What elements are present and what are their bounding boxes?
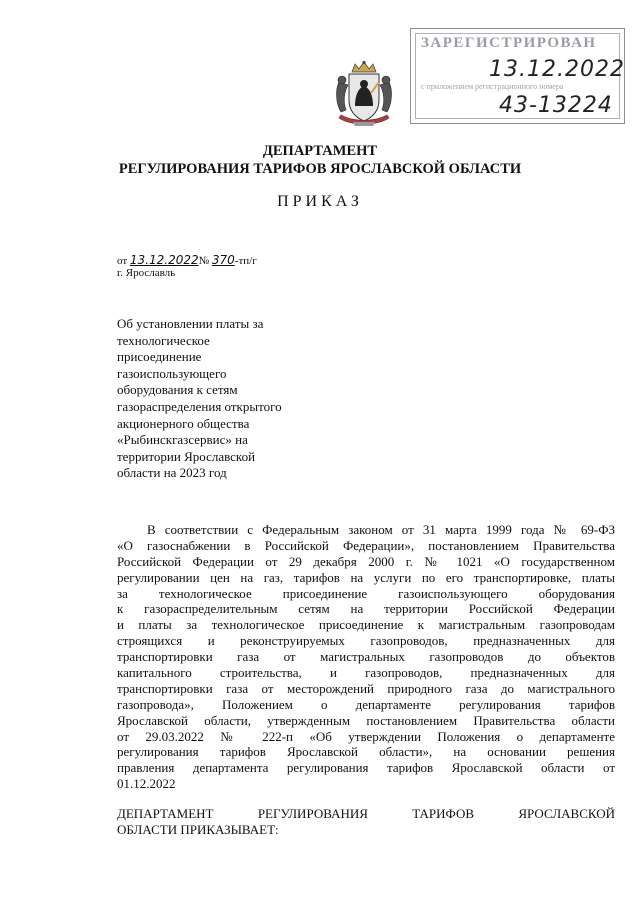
preamble-line: от 29.03.2022 № 222-п «Об утверждении Положения о департаменте xyxy=(117,728,615,744)
stamp-registration-number: 43-13224 xyxy=(499,93,613,118)
document-type: ПРИКАЗ xyxy=(277,193,363,210)
coat-of-arms-icon xyxy=(333,60,395,128)
order-resolution xyxy=(117,806,615,838)
order-subject xyxy=(117,316,287,482)
subject-line: газоиспользующего xyxy=(117,365,227,381)
preamble-line: и платы за технологическое присоединение к магистральным газопроводам xyxy=(117,617,615,633)
preamble-line: регулирования тарифов Ярославской области», на основании решения xyxy=(117,744,615,760)
number-label: № xyxy=(198,255,210,267)
preamble-line: 01.12.2022 xyxy=(117,776,176,792)
order-date: 13.12.2022 xyxy=(129,253,199,267)
resolution-line: ОБЛАСТИ ПРИКАЗЫВАЕТ: xyxy=(117,822,279,837)
preamble-line: Ярославской области, утвержденным постановлением Правительства области xyxy=(117,712,615,728)
preamble-line: к газораспределительным сетям на территории Российской Федерации xyxy=(117,601,615,617)
subject-line: «Рыбинскгазсервис» на xyxy=(117,432,248,448)
stamp-note: с приложением регистрационного номера xyxy=(421,82,564,91)
order-number: 370 xyxy=(211,253,235,267)
preamble-line: В соответствии с Федеральным законом от 31 марта 1999 года № 69-ФЗ xyxy=(147,522,615,537)
order-date-line xyxy=(117,253,257,267)
from-label: от xyxy=(117,255,128,267)
preamble-line: правления департамента регулирования тарифов Ярославской области от xyxy=(117,760,615,776)
subject-line: газораспределения открытого xyxy=(117,398,282,414)
subject-line: территории Ярославской xyxy=(117,448,256,464)
preamble-line: Российской Федерации от 29 декабря 2000 г. № 1021 «О государственном xyxy=(117,553,615,569)
subject-line: Об установлении платы за xyxy=(117,316,264,331)
preamble-line: транспортировки газа от магистральных газопроводов до объектов xyxy=(117,649,615,665)
number-suffix: -тп/г xyxy=(234,255,257,267)
department-title-line-2: РЕГУЛИРОВАНИЯ ТАРИФОВ ЯРОСЛАВСКОЙ ОБЛАСТИ xyxy=(118,161,522,177)
preamble-line: за технологическое присоединение газоиспользующего оборудования xyxy=(117,585,615,601)
department-title-line-1: ДЕПАРТАМЕНТ xyxy=(262,143,378,159)
preamble-line: транспортировки газа от месторождений природного газа до магистрального xyxy=(117,680,615,696)
preamble-line: капитального строительства, и газопроводов, предназначенных для xyxy=(117,665,615,681)
preamble-line: регулировании цен на газ, тарифов на услуги по его транспортировке, платы xyxy=(117,569,615,585)
subject-line: оборудования к сетям xyxy=(117,382,238,398)
stamp-title: ЗАРЕГИСТРИРОВАН xyxy=(421,35,597,51)
registration-stamp xyxy=(410,28,625,124)
subject-line: области на 2023 год xyxy=(117,465,227,481)
subject-line: акционерного общества xyxy=(117,415,250,431)
preamble-line: «О газоснабжении в Российской Федерации», постановлением Правительства xyxy=(117,537,615,553)
stamp-date: 13.12.2022 xyxy=(489,57,625,82)
preamble-line: газопровода», Положением о департаменте регулирования тарифов xyxy=(117,696,615,712)
preamble-line: строящихся и реконструируемых газопроводов, предназначенных для xyxy=(117,633,615,649)
subject-line: присоединение xyxy=(117,349,202,365)
city: г. Ярославль xyxy=(117,267,176,279)
subject-line: технологическое xyxy=(117,332,210,348)
preamble xyxy=(117,522,615,792)
resolution-line: ДЕПАРТАМЕНТ РЕГУЛИРОВАНИЯ ТАРИФОВ ЯРОСЛАВСКОЙ xyxy=(117,806,615,821)
